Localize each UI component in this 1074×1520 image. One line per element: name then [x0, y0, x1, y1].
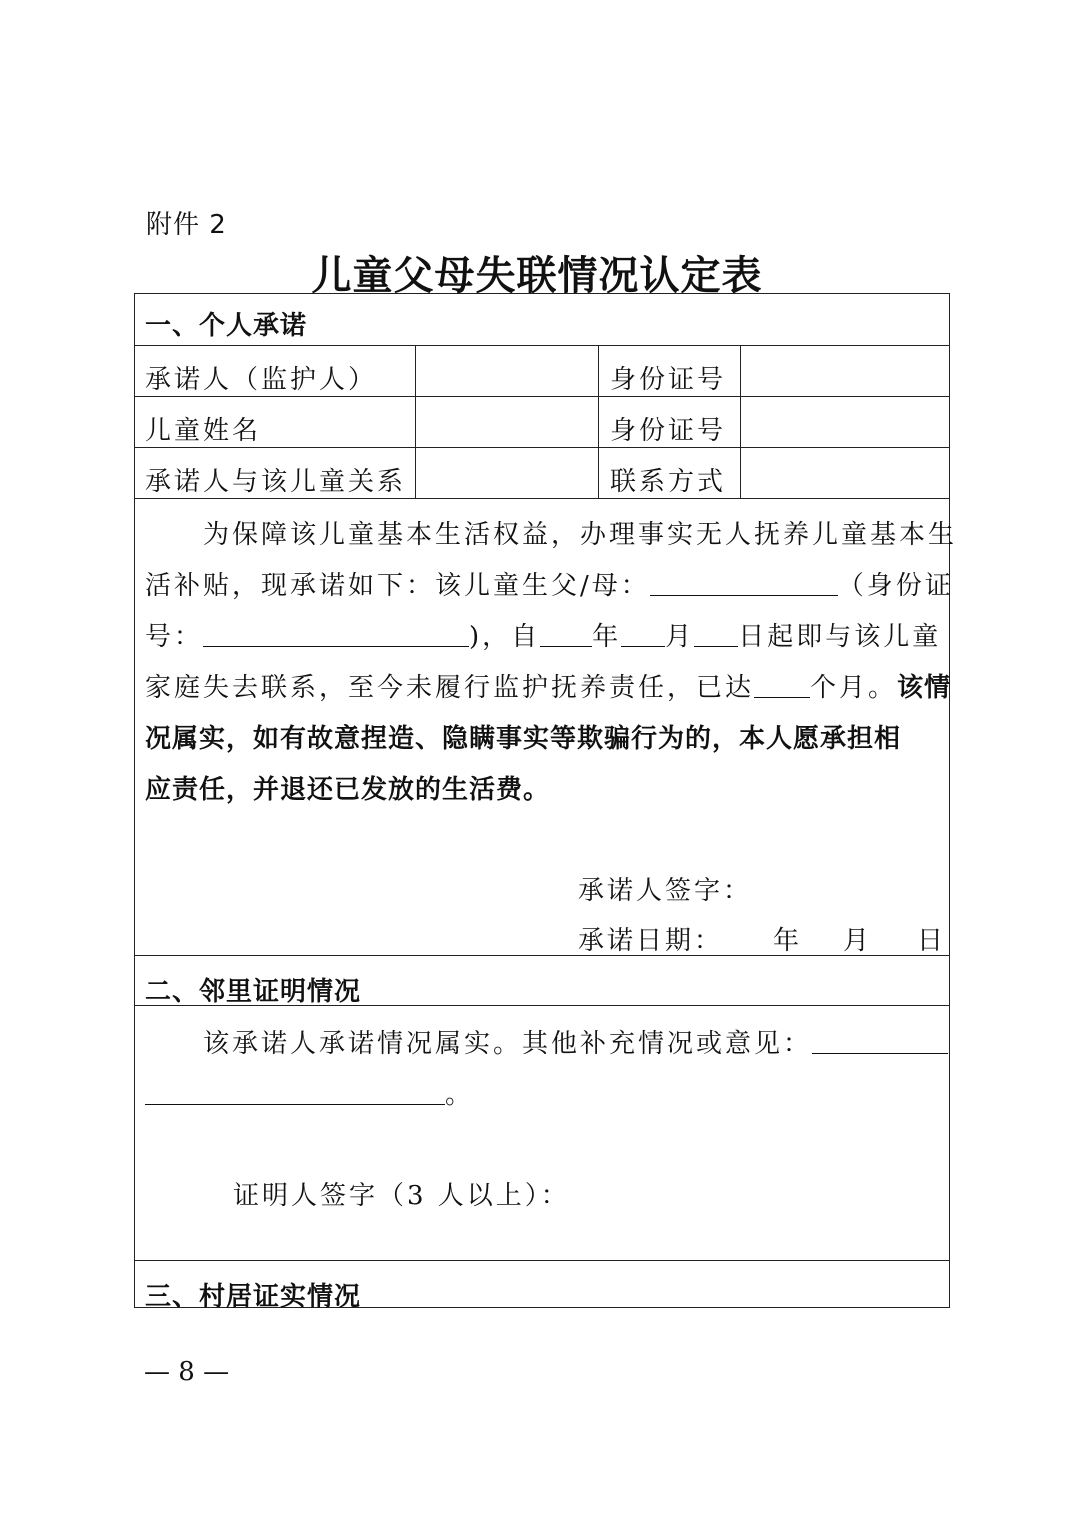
row-label-guardian-id: 身份证号	[610, 365, 727, 395]
row-label-child-id: 身份证号	[610, 416, 727, 446]
promise-date-label: 承诺日期：	[578, 926, 724, 956]
statement-line-5: 况属实，如有故意捏造、隐瞒事实等欺骗行为的，本人愿承担相	[145, 724, 902, 754]
blank-day	[694, 622, 738, 647]
table-rule	[135, 498, 949, 499]
table-rule	[135, 955, 949, 956]
table-column-rule	[415, 345, 416, 498]
table-column-rule	[598, 345, 599, 498]
promise-date-day: 日	[917, 926, 947, 956]
statement-line-2: 活补贴，现承诺如下：该儿童生父/母： （身份证	[145, 571, 954, 601]
blank-parent-id	[203, 622, 469, 647]
promise-date-year: 年	[773, 926, 803, 956]
row-label-guardian: 承诺人（监护人）	[145, 365, 378, 395]
blank-parent-name	[650, 571, 838, 596]
statement-line-3: 号： )，自 年 月 日起即与该儿童	[145, 622, 942, 652]
row-label-child-name: 儿童姓名	[145, 416, 262, 446]
blank-neighbor-opinion-cont	[145, 1080, 445, 1105]
page-number: — 8 —	[144, 1357, 230, 1387]
attachment-label: 附件 2	[146, 210, 227, 240]
table-rule	[135, 1260, 949, 1261]
row-label-relationship: 承诺人与该儿童关系	[145, 467, 407, 497]
promise-date-month: 月	[843, 926, 873, 956]
form-table	[134, 293, 958, 1312]
section-heading-neighbor-proof: 二、邻里证明情况	[145, 977, 362, 1007]
statement-line-4: 家庭失去联系，至今未履行监护抚养责任，已达 个月。该情	[145, 673, 952, 703]
blank-neighbor-opinion	[812, 1029, 948, 1054]
neighbor-proof-line-1: 该承诺人承诺情况属实。其他补充情况或意见：	[203, 1023, 948, 1060]
table-rule	[135, 447, 949, 448]
witness-signature-label: 证明人签字（3 人以上）：	[233, 1181, 570, 1211]
statement-line-1: 为保障该儿童基本生活权益，办理事实无人抚养儿童基本生	[203, 520, 958, 550]
table-rule	[135, 396, 949, 397]
promiser-signature-label: 承诺人签字：	[578, 876, 753, 906]
statement-line-6: 应责任，并退还已发放的生活费。	[145, 775, 551, 805]
table-column-rule	[740, 345, 741, 498]
blank-year	[540, 622, 592, 647]
table-rule	[135, 345, 949, 346]
form-title: 儿童父母失联情况认定表	[311, 253, 763, 299]
blank-months-count	[754, 673, 810, 698]
blank-month	[621, 622, 665, 647]
section-heading-personal-promise: 一、个人承诺	[145, 311, 308, 341]
neighbor-proof-line-2: 。	[145, 1074, 474, 1111]
section-heading-village-confirmation: 三、村居证实情况	[145, 1282, 362, 1312]
row-label-contact: 联系方式	[610, 467, 727, 497]
